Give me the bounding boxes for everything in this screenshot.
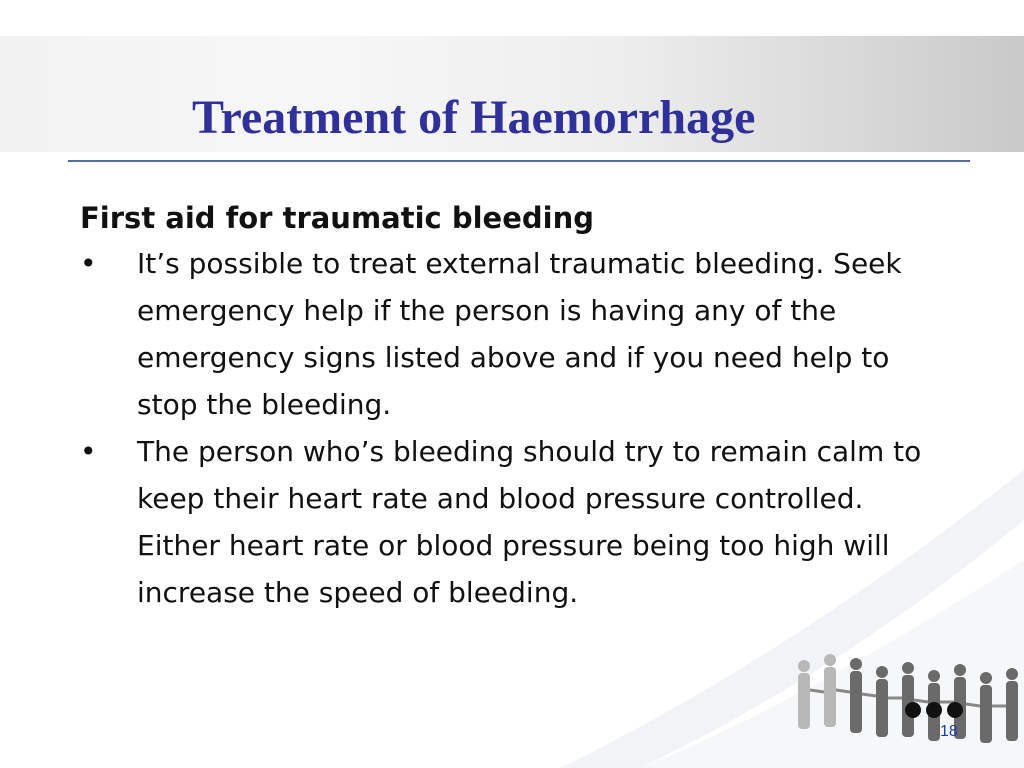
page-number: 18	[940, 723, 958, 740]
three-dots-icon	[904, 698, 964, 722]
bullet-text: It’s possible to treat external traumatic bleeding. Seek emergency help if the person is having any of the emergency signs listed above and if you need help to stop the bleeding.	[137, 247, 902, 421]
section-heading: First aid for traumatic bleeding	[80, 201, 594, 235]
slide-content	[80, 196, 940, 616]
bullet-marker: •	[80, 435, 97, 468]
slide-title: Treatment of Haemorrhage	[192, 91, 756, 144]
bullet-item	[80, 428, 940, 616]
bullet-text: The person who’s bleeding should try to remain calm to keep their heart rate and blood pressure controlled. Either heart rate or blood pressure being too high will increase the speed of bleeding.	[137, 435, 922, 609]
bullet-marker: •	[80, 247, 97, 280]
bullet-item	[80, 240, 940, 428]
title-underline	[68, 160, 970, 162]
